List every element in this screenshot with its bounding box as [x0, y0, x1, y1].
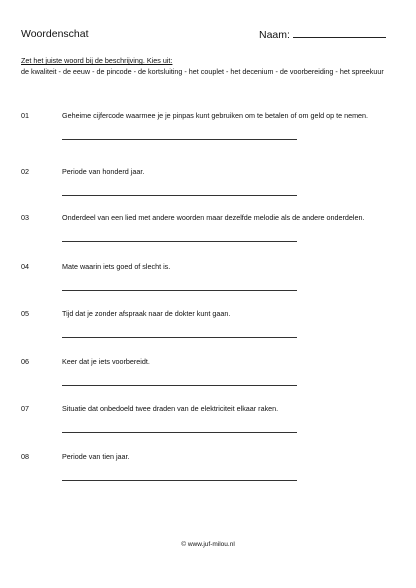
footer-credit: © www.juf-milou.nl — [181, 541, 235, 548]
question-number: 08 — [21, 452, 29, 461]
question-text: Geheime cijfercode waarmee je je pinpas kunt gebruiken om te betalen of om geld op te nemen. — [62, 111, 369, 120]
question-number: 03 — [21, 213, 29, 222]
answer-line[interactable] — [62, 139, 297, 140]
answer-line[interactable] — [62, 195, 297, 196]
question-number: 07 — [21, 404, 29, 413]
question-number: 02 — [21, 167, 29, 176]
question-text: Keer dat je iets voorbereidt. — [62, 357, 150, 366]
name-answer-line[interactable] — [293, 28, 386, 38]
page-title: Woordenschat — [21, 28, 89, 40]
question-text: Situatie dat onbedoeld twee draden van de elektriciteit elkaar raken. — [62, 404, 279, 413]
instruction-heading: Zet het juiste woord bij de beschrijving. Kies uit: — [21, 56, 173, 65]
question-text: Periode van honderd jaar. — [62, 167, 145, 176]
answer-line[interactable] — [62, 385, 297, 386]
question-text: Periode van tien jaar. — [62, 452, 130, 461]
name-label: Naam: — [259, 29, 290, 41]
question-number: 04 — [21, 262, 29, 271]
word-list: de kwaliteit - de eeuw - de pincode - de kortsluiting - het couplet - het decenium - de voorbereiding - het spreekuur — [21, 66, 384, 76]
answer-line[interactable] — [62, 337, 297, 338]
answer-line[interactable] — [62, 241, 297, 242]
name-field — [259, 28, 386, 41]
question-number: 01 — [21, 111, 29, 120]
answer-line[interactable] — [62, 290, 297, 291]
instruction-block — [21, 56, 397, 77]
question-number: 06 — [21, 357, 29, 366]
question-number: 05 — [21, 309, 29, 318]
answer-line[interactable] — [62, 432, 297, 433]
question-text: Mate waarin iets goed of slecht is. — [62, 262, 171, 271]
answer-line[interactable] — [62, 480, 297, 481]
question-text: Onderdeel van een lied met andere woorden maar dezelfde melodie als de andere onderdelen. — [62, 213, 365, 222]
question-text: Tijd dat je zonder afspraak naar de dokter kunt gaan. — [62, 309, 231, 318]
